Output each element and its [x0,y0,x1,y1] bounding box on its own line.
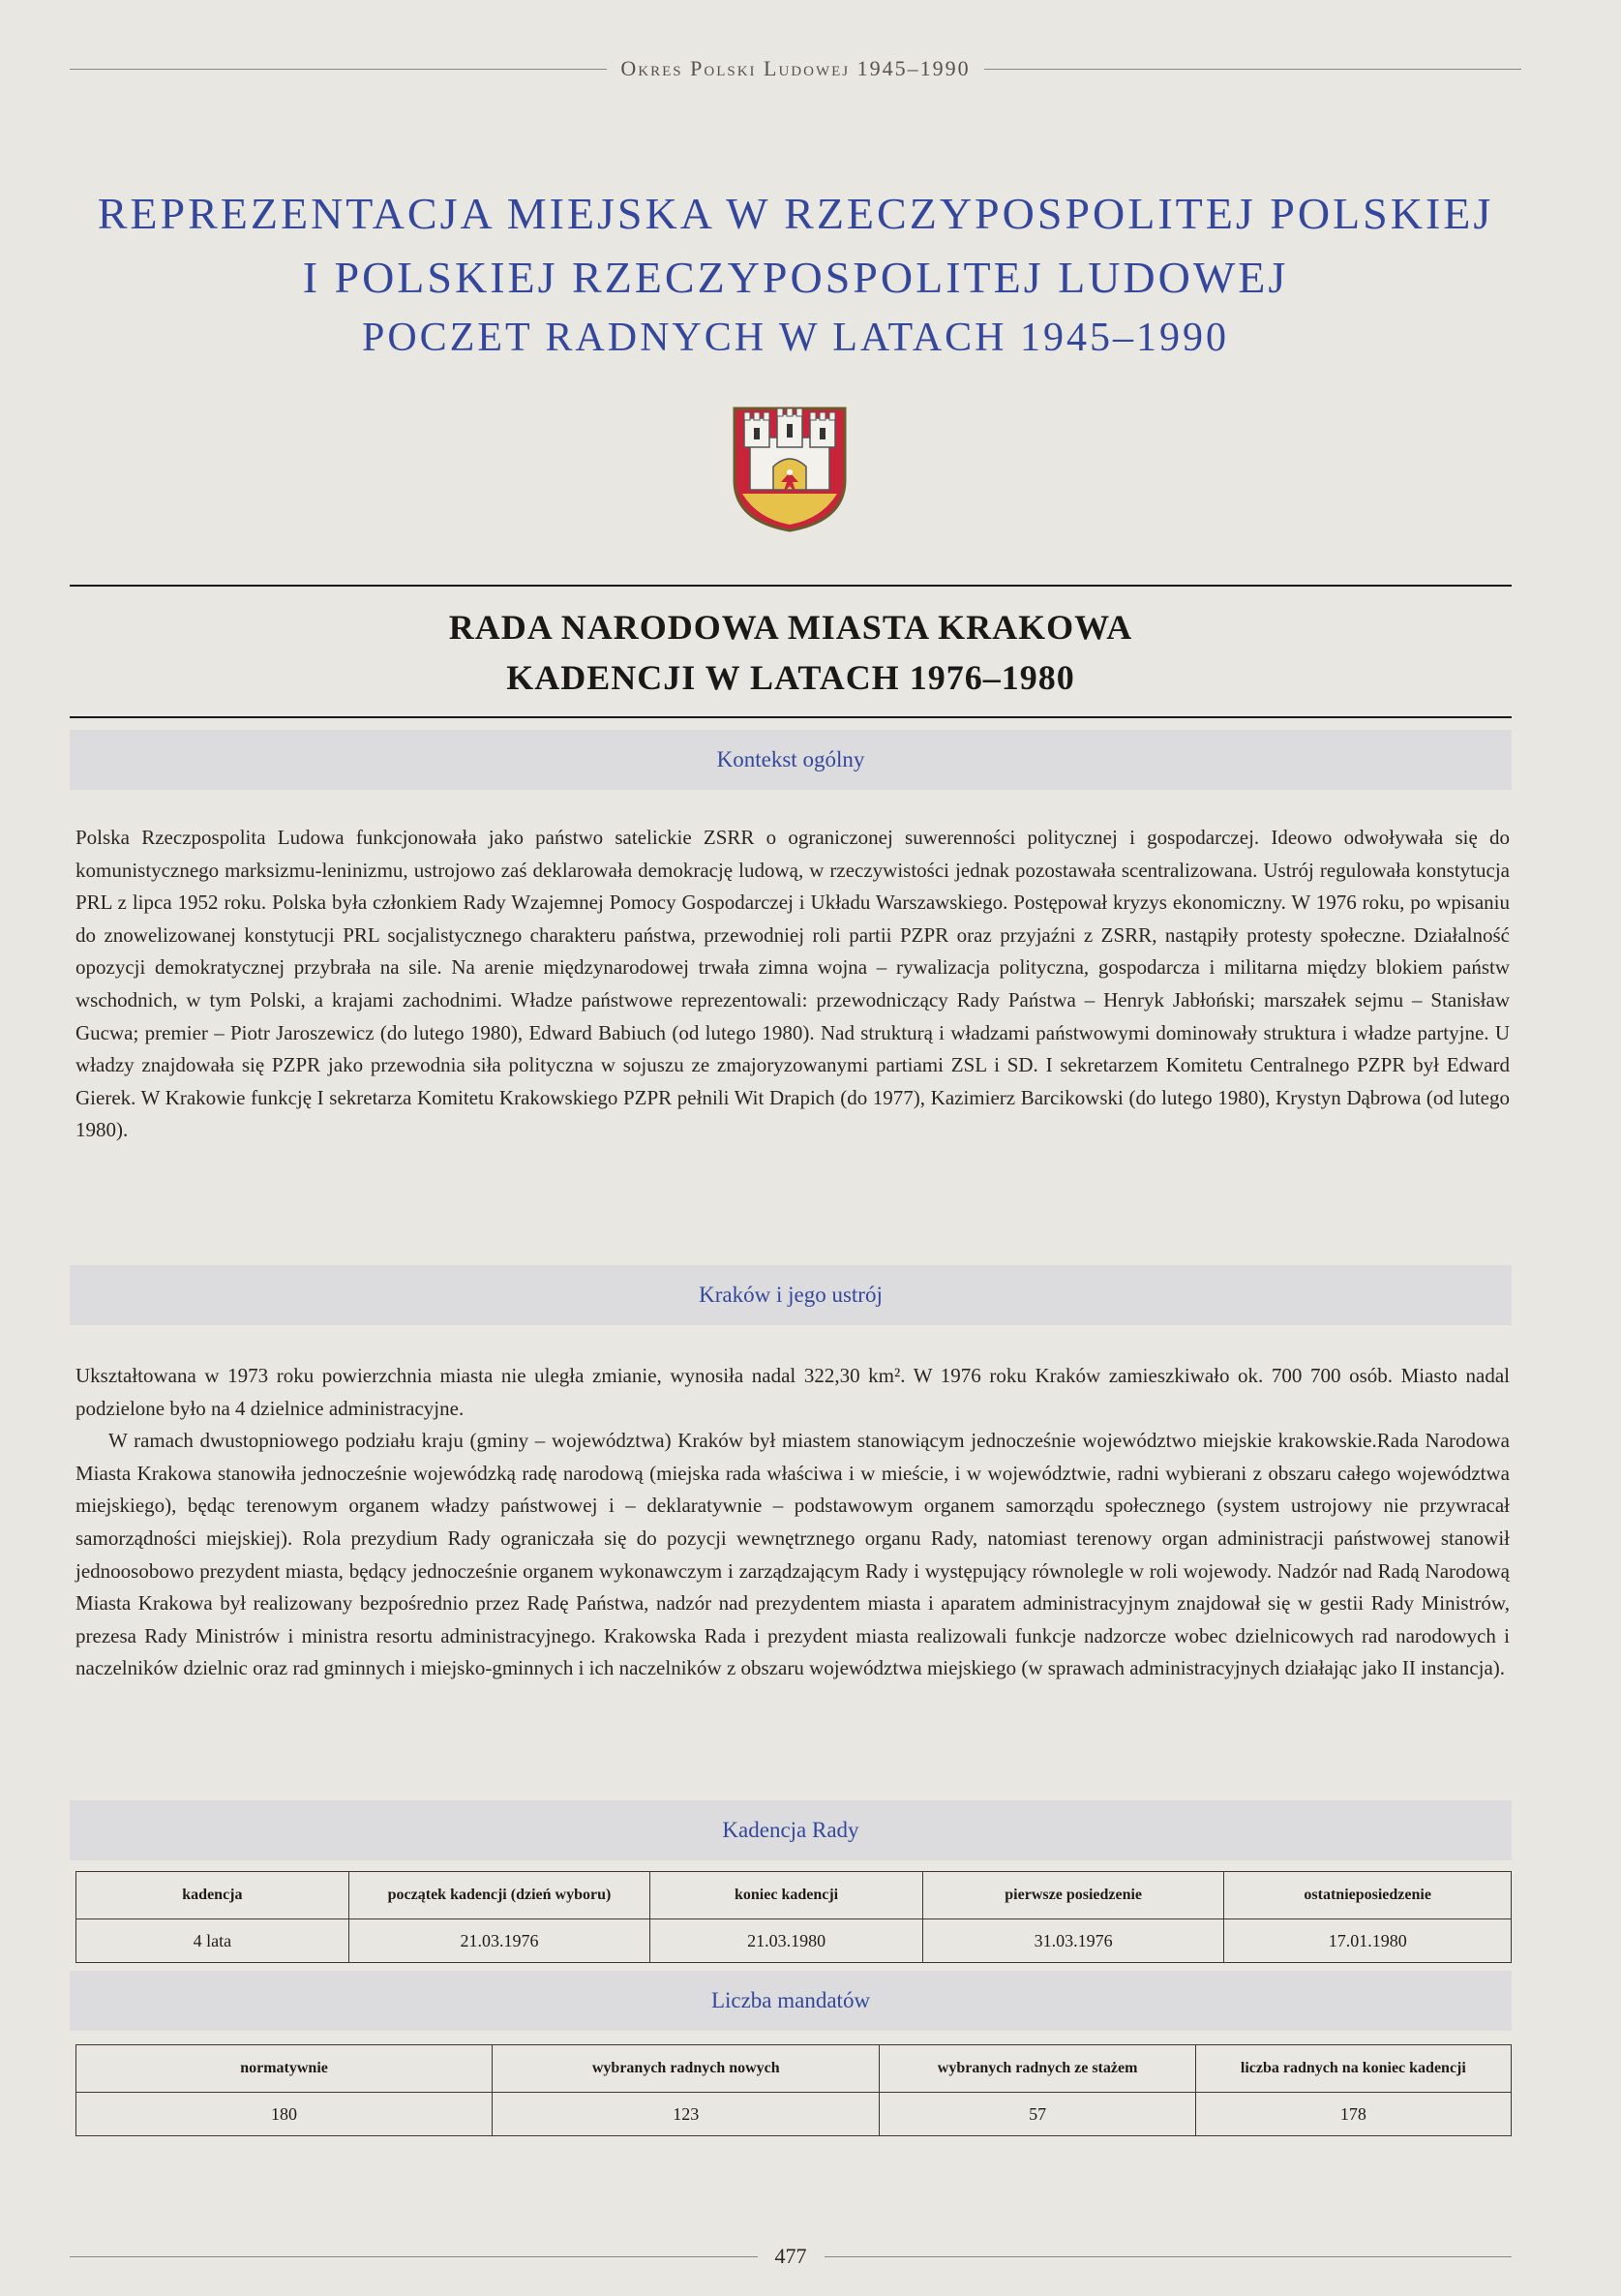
section-heading-mandaty [70,1971,1512,2031]
table-row [76,2093,1512,2136]
table-cell: 21.03.1980 [650,1919,923,1963]
table-header-cell: wybranych radnych nowych [493,2045,880,2093]
running-head-rule-right [984,69,1521,70]
table-cell: 4 lata [76,1919,349,1963]
section-heading-kadencja-text: Kadencja Rady [722,1818,859,1842]
table-cell: 21.03.1976 [348,1919,649,1963]
main-title [70,182,1521,310]
table-header-cell: początek kadencji (dzień wyboru) [348,1872,649,1919]
table-header-row [76,2045,1512,2093]
paragraph-2: W ramach dwustopniowego podziału kraju (gminy – województwa) Kraków był miastem stanowiącym jednocześnie województwo miejskie krakowskie.Rada Narodowa Miasta Krakowa stanowiła jednocześnie wojewódzką radę narodową (miejska rada właściwa i w mieście, i w województwie, radni wybierani z obszaru całego województwa miejskiego), będąc terenowym organem władzy państwowej i – deklaratywnie – podstawowym organem samorządu społecznego (system ustrojowy nie przywracał samorządności miejskiej). Rola prezydium Rady ograniczała się do pozycji wewnętrznego organu Rady, natomiast terenowy organ administracji państwowej stanowił jednoosobowo prezydent miasta, będący jednocześnie organem wykonawczym i zarządzającym Rady i występujący równolegle w roli wojewody. Nadzór nad Radą Narodową Miasta Krakowa był realizowany bezpośrednio przez Radę Państwa, nadzór nad prezydentem miasta i aparatem administracyjnym znajdował się w gestii Rady Ministrów, prezesa Rady Ministrów i ministra resortu administracyjnego. Krakowska Rada i prezydent miasta realizowali funkcje nadzorcze wobec dzielnicowych rad narodowych i naczelników dzielnic oraz rad gminnych i miejsko-gminnych i ich naczelników z obszaru województwa miejskiego (w sprawach administracyjnych działając jako II instancja). [75,1429,1510,1680]
council-title-line2: KADENCJI W LATACH 1976–1980 [506,658,1075,697]
footer-rule-left [70,2256,758,2257]
table-header-cell: liczba radnych na koniec kadencji [1195,2045,1511,2093]
krakow-coat-of-arms-icon [729,405,851,532]
running-head [70,56,1521,81]
mandaty-table [75,2044,1512,2136]
divider-top [70,585,1512,587]
table-cell: 180 [76,2093,493,2136]
table-cell: 31.03.1976 [922,1919,1223,1963]
section-heading-krakow [70,1265,1512,1325]
council-title [70,602,1512,703]
running-head-rule-left [70,69,607,70]
running-head-text: Okres Polski Ludowej 1945–1990 [620,56,971,80]
table-cell: 57 [880,2093,1195,2136]
table-header-row [76,1872,1512,1919]
section-heading-kadencja [70,1800,1512,1860]
section-heading-kontekst-text: Kontekst ogólny [716,747,865,771]
paragraph: Polska Rzeczpospolita Ludowa funkcjonowała jako państwo satelickie ZSRR o ograniczonej suwerenności politycznej i gospodarczej. Ideowo odwoływała się do komunistycznego marksizmu-leninizmu, ustrojowo zaś deklarowała demokrację ludową, w rzeczywistości jednak pozostawała scentralizowana. Ustrój regulowała konstytucja PRL z lipca 1952 roku. Polska była członkiem Rady Wzajemnej Pomocy Gospodarczej i Układu Warszawskiego. Postępował kryzys ekonomiczny. W 1976 roku, po wpisaniu do znowelizowanej konstytucji PRL socjalistycznego charakteru państwa, przewodniej roli partii PZPR oraz przyjaźni z ZSRR, nastąpiły protesty społeczne. Działalność opozycji demokratycznej przybrała na sile. Na arenie międzynarodowej trwała zimna wojna – rywalizacja polityczna, gospodarcza i militarna między blokiem państw wschodnich, w tym Polski, a krajami zachodnimi. Władze państwowe reprezentowali: przewodniczący Rady Państwa – Henryk Jabłoński; marszałek sejmu – Stanisław Gucwa; premier – Piotr Jaroszewicz (do lutego 1980), Edward Babiuch (od lutego 1980). Nad strukturą i władzami państwowymi dominowały struktura i władze partyjne. U władzy znajdowała się PZPR jako przewodnia siła polityczna w sojuszu ze zmajoryzowanymi partiami ZSL i SD. I sekretarzem Komitetu Centralnego PZPR był Edward Gierek. W Krakowie funkcję I sekretarza Komitetu Krakowskiego PZPR pełnili Wit Drapich (do 1977), Kazimierz Barcikowski (do lutego 1980), Krystyn Dąbrowa (od lutego 1980). [75,826,1510,1142]
paragraph-1: Ukształtowana w 1973 roku powierzchnia miasta nie uległa zmianie, wynosiła nadal 322,30 km². W 1976 roku Kraków zamieszkiwało ok. 700 700 osób. Miasto nadal podzielone było na 4 dzielnice administracyjne. [75,1364,1510,1420]
section-heading-mandaty-text: Liczba mandatów [710,1988,871,2012]
footer-rule-right [825,2256,1513,2257]
table-header-cell: normatywnie [76,2045,493,2093]
main-title-line2: I POLSKIEJ RZECZYPOSPOLITEJ LUDOWEJ [302,253,1289,302]
section-kontekst-text [75,822,1510,1147]
page-footer [70,2244,1512,2269]
table-cell: 123 [493,2093,880,2136]
table-header-cell: ostatnieposiedzenie [1224,1872,1512,1919]
section-heading-kontekst [70,730,1512,790]
section-krakow-text [75,1360,1510,1685]
table-cell: 17.01.1980 [1224,1919,1512,1963]
table-row [76,1919,1512,1963]
table-header-cell: koniec kadencji [650,1872,923,1919]
subtitle: POCZET RADNYCH W LATACH 1945–1990 [361,316,1229,360]
table-cell: 178 [1195,2093,1511,2136]
table-header-cell: kadencja [76,1872,349,1919]
kadencja-table [75,1871,1512,1963]
table-header-cell: wybranych radnych ze stażem [880,2045,1195,2093]
divider-bottom [70,716,1512,718]
council-title-line1: RADA NARODOWA MIASTA KRAKOWA [448,608,1133,647]
section-heading-krakow-text: Kraków i jego ustrój [699,1283,883,1307]
table-header-cell: pierwsze posiedzenie [922,1872,1223,1919]
page-number: 477 [774,2244,807,2268]
main-title-line1: REPREZENTACJA MIEJSKA W RZECZYPOSPOLITEJ POLSKIEJ [97,189,1494,238]
